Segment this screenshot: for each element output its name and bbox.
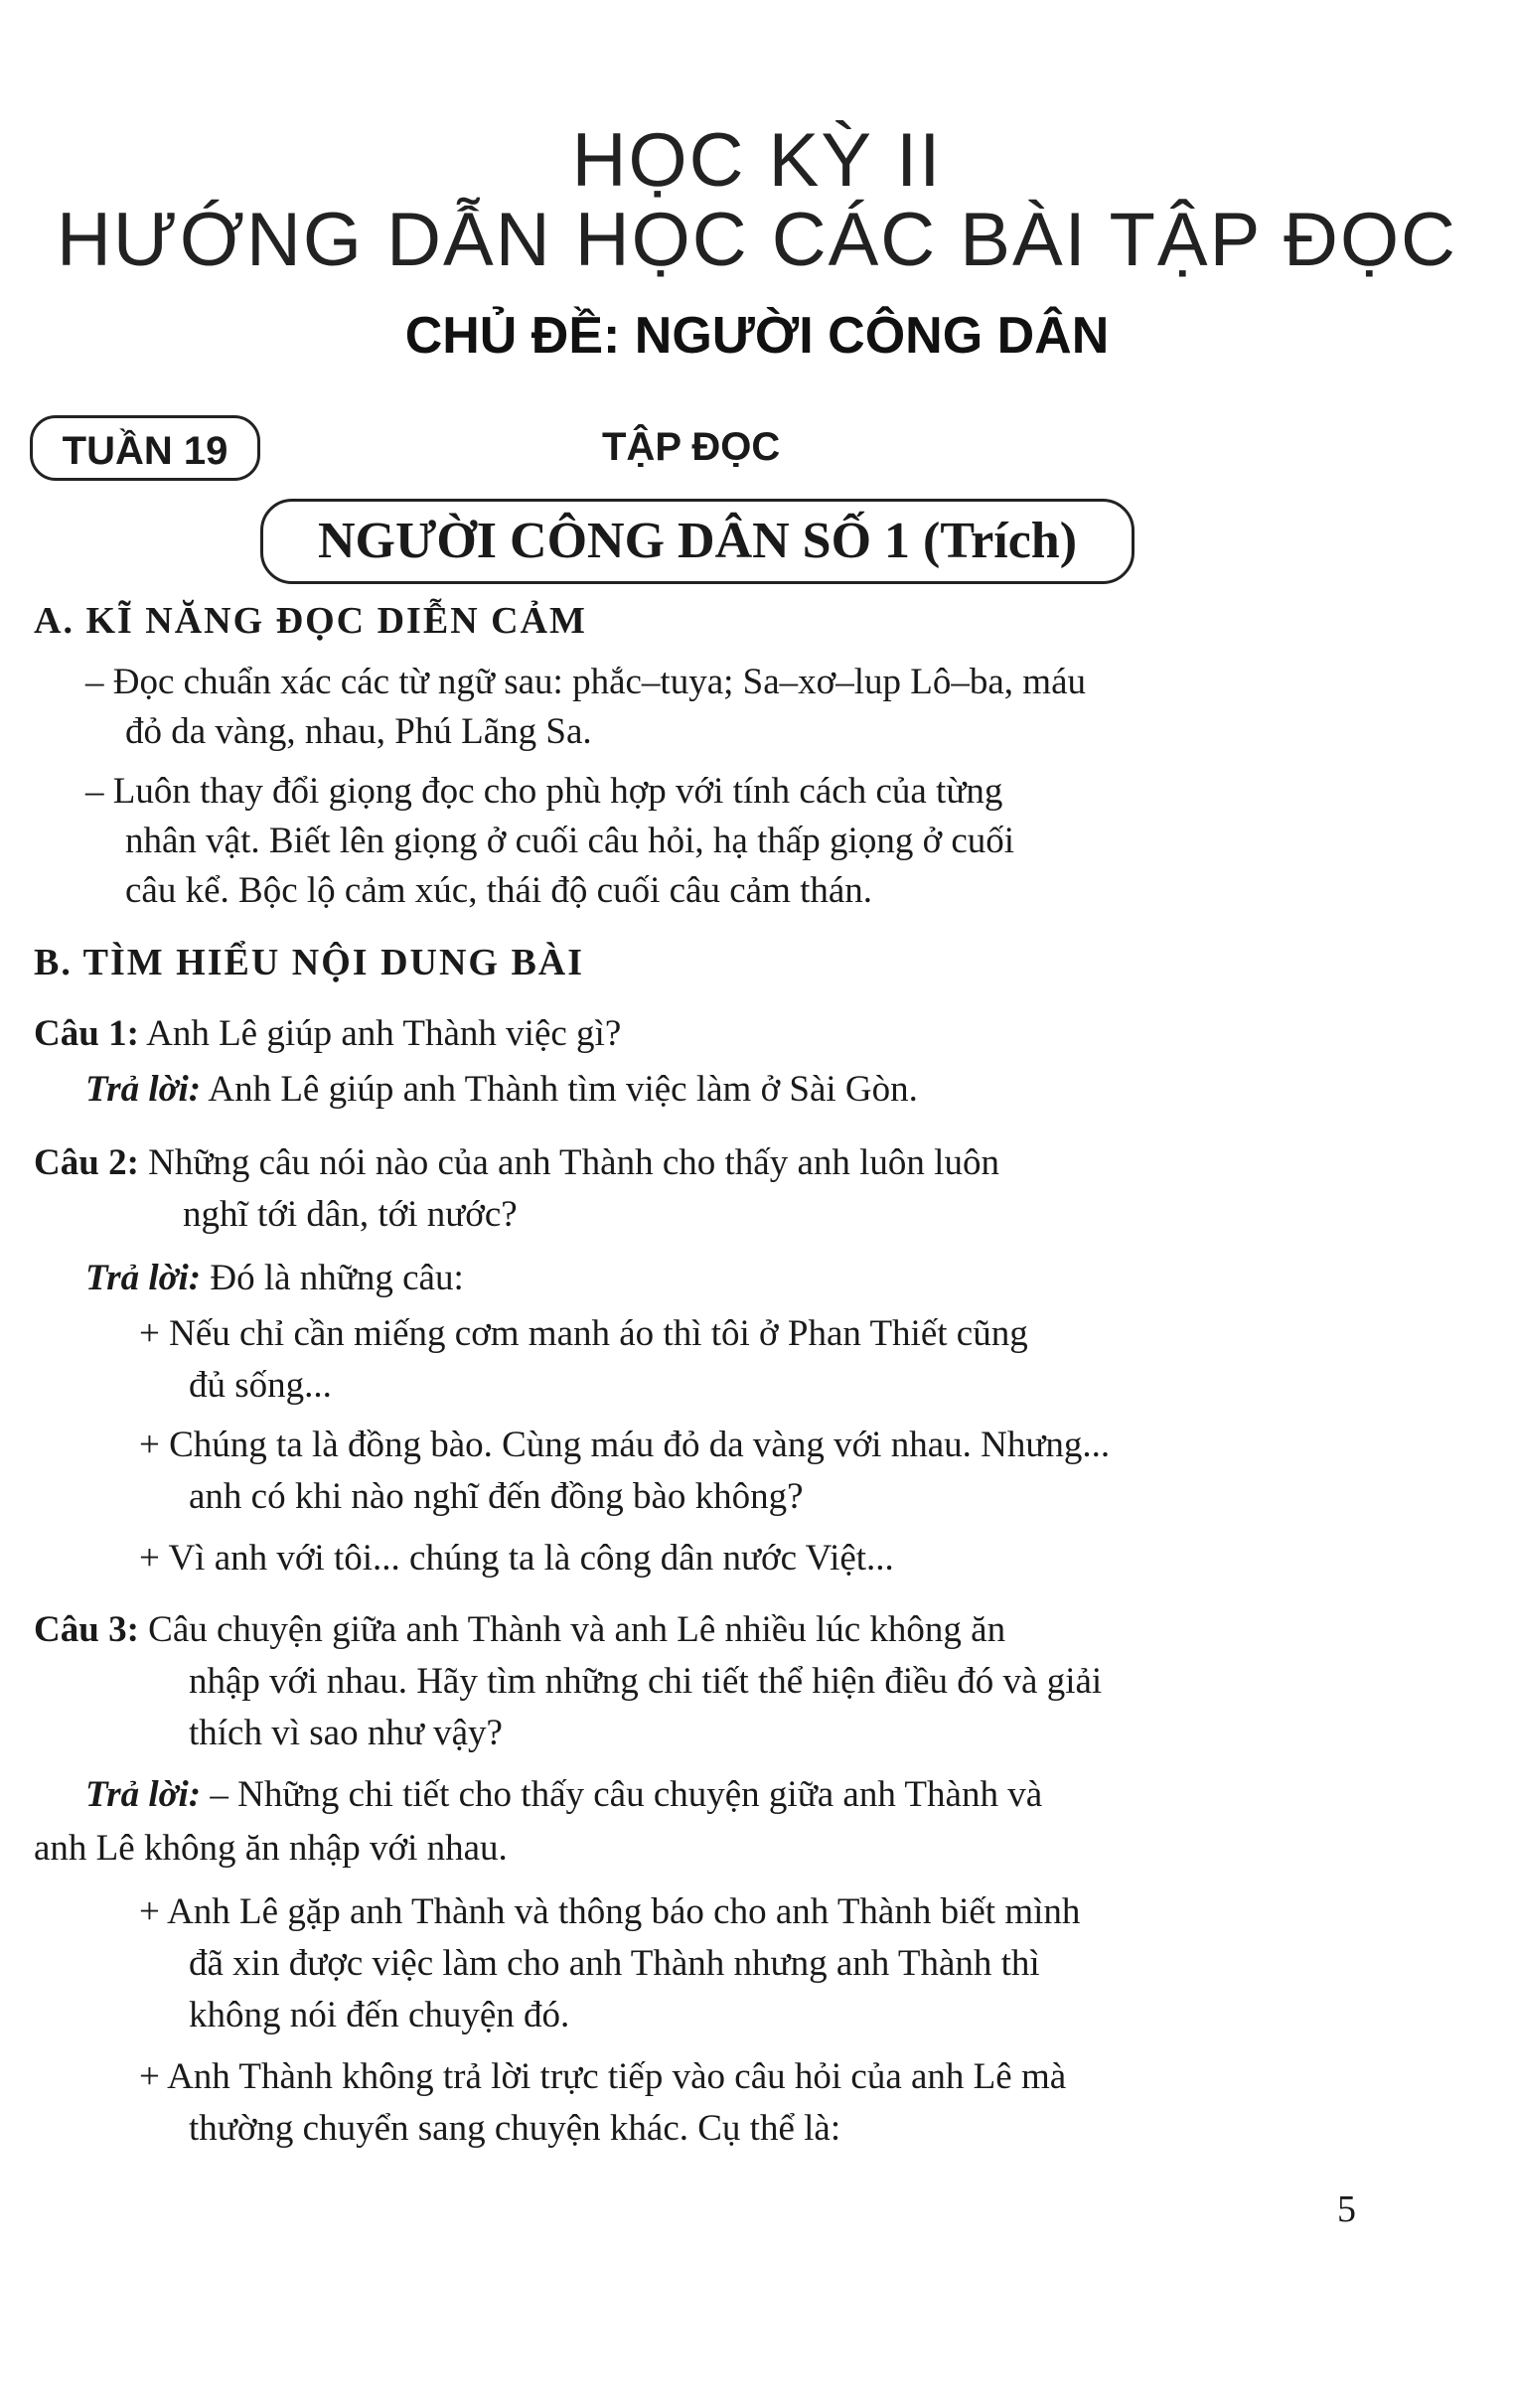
answer-label: Trả lời: — [85, 1774, 202, 1815]
page-title: HƯỚNG DẪN HỌC CÁC BÀI TẬP ĐỌC — [57, 198, 1457, 282]
answer-bullet: + Nếu chỉ cần miếng cơm manh áo thì tôi ở Phan Thiết cũng — [139, 1313, 1028, 1354]
page-number: 5 — [1337, 2188, 1356, 2230]
section-a-line: nhân vật. Biết lên giọng ở cuối câu hỏi, hạ thấp giọng ở cuối — [125, 821, 1015, 861]
topic-heading: CHỦ ĐỀ: NGƯỜI CÔNG DÂN — [404, 307, 1110, 365]
answer-text: Anh Lê giúp anh Thành tìm việc làm ở Sài Gòn. — [208, 1069, 918, 1110]
semester-title: HỌC KỲ II — [571, 118, 943, 203]
answer-text: Đó là những câu: — [210, 1258, 464, 1298]
question-text: Câu chuyện giữa anh Thành và anh Lê nhiều lúc không ăn — [148, 1609, 1006, 1650]
question-label: Câu — [34, 1609, 99, 1650]
question-text-continued: nghĩ tới dân, tới nước? — [183, 1194, 518, 1235]
question-text: Anh Lê giúp anh Thành việc gì? — [146, 1013, 622, 1054]
answer-bullet-continued: không nói đến chuyện đó. — [189, 1995, 570, 2035]
answer-2 — [85, 1254, 464, 1303]
lesson-title-box: NGƯỜI CÔNG DÂN SỐ 1 (Trích) — [260, 499, 1135, 584]
question-3 — [34, 1605, 1005, 1655]
subject-label: TẬP ĐỌC — [602, 425, 781, 469]
question-number: 3: — [108, 1609, 139, 1650]
answer-label: Trả lời: — [85, 1258, 202, 1298]
section-b-heading: B. TÌM HIỂU NỘI DUNG BÀI — [34, 942, 585, 983]
answer-bullet: + Vì anh với tôi... chúng ta là công dân nước Việt... — [139, 1538, 894, 1579]
question-1 — [34, 1009, 621, 1059]
answer-bullet-continued: anh có khi nào nghĩ đến đồng bào không? — [189, 1476, 804, 1517]
answer-3 — [85, 1770, 1042, 1820]
question-label: Câu — [34, 1013, 99, 1054]
answer-bullet-continued: đã xin được việc làm cho anh Thành nhưng anh Thành thì — [189, 1943, 1040, 1984]
week-badge: TUẦN 19 — [30, 415, 260, 481]
section-a-line: câu kể. Bộc lộ cảm xúc, thái độ cuối câu cảm thán. — [125, 870, 873, 911]
question-2 — [34, 1138, 999, 1188]
answer-text: – Những chi tiết cho thấy câu chuyện giữa anh Thành và — [210, 1774, 1043, 1815]
answer-bullet: + Chúng ta là đồng bào. Cùng máu đỏ da vàng với nhau. Nhưng... — [139, 1425, 1111, 1465]
answer-1 — [85, 1065, 918, 1115]
section-a-heading: A. KĨ NĂNG ĐỌC DIỄN CẢM — [34, 600, 587, 642]
section-a-line: đỏ da vàng, nhau, Phú Lãng Sa. — [125, 711, 592, 752]
section-a-line: – Đọc chuẩn xác các từ ngữ sau: phắc–tuya; Sa–xơ–lup Lô–ba, máu — [85, 662, 1086, 702]
question-label: Câu — [34, 1142, 99, 1183]
question-text: Những câu nói nào của anh Thành cho thấy anh luôn luôn — [148, 1142, 999, 1183]
answer-bullet-continued: thường chuyển sang chuyện khác. Cụ thể là: — [189, 2108, 841, 2149]
answer-bullet: + Anh Thành không trả lời trực tiếp vào câu hỏi của anh Lê mà — [139, 2056, 1067, 2097]
question-text-continued: nhập với nhau. Hãy tìm những chi tiết thể hiện điều đó và giải — [189, 1661, 1103, 1702]
answer-bullet: + Anh Lê gặp anh Thành và thông báo cho anh Thành biết mình — [139, 1891, 1081, 1932]
answer-bullet-continued: đủ sống... — [189, 1365, 332, 1406]
answer-text-continued: anh Lê không ăn nhập với nhau. — [34, 1828, 508, 1869]
question-number: 2: — [108, 1142, 139, 1183]
question-number: 1: — [108, 1013, 139, 1054]
answer-label: Trả lời: — [85, 1069, 202, 1110]
section-a-line: – Luôn thay đổi giọng đọc cho phù hợp với tính cách của từng — [85, 771, 1003, 812]
question-text-continued: thích vì sao như vậy? — [189, 1713, 503, 1753]
